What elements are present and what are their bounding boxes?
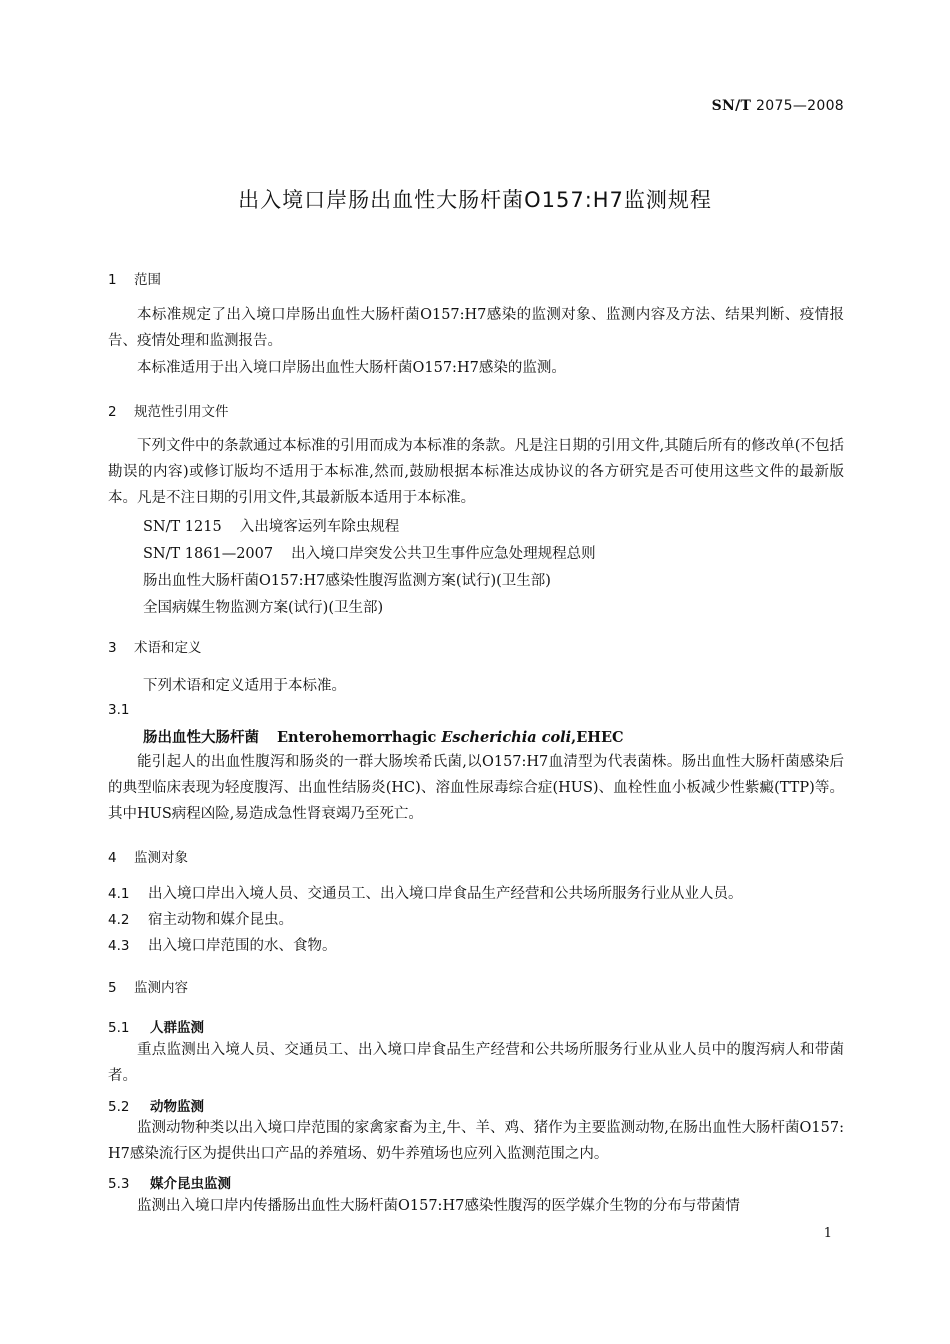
subsection-5-2-heading — [108, 1095, 204, 1115]
section-1-paragraph-2: 本标准适用于出入境口岸肠出血性大肠杆菌O157:H7感染的监测。 — [137, 360, 566, 376]
subsection-5-3-paragraph: 监测出入境口岸内传播肠出血性大肠杆菌O157:H7感染性腹泻的医学媒介生物的分布与带菌情 — [137, 1198, 740, 1214]
reference-item — [143, 596, 383, 617]
section-number: 2 — [108, 404, 117, 420]
reference-name: 入出境客运列车除虫规程 — [239, 519, 400, 535]
item-text: 出入境口岸范围的水、食物。 — [148, 938, 337, 954]
subsection-5-1-paragraph: 重点监测出入境人员、交通员工、出入境口岸食品生产经营和公共场所服务行业从业人员中的腹泻病人和带菌者。 — [108, 1042, 844, 1084]
section-number: 3 — [108, 640, 117, 656]
page-number: 1 — [823, 1226, 832, 1241]
section-title: 监测对象 — [134, 850, 188, 866]
term-definition: 能引起人的出血性腹泻和肠炎的一群大肠埃希氏菌,以O157:H7血清型为代表菌株。肠出血性大肠杆菌感染后的典型临床表现为轻度腹泻、出血性结肠炎(HC)、溶血性尿毒综合症(HUS)、血栓性血小板减少性紫癜(TTP)等。其中HUS病程凶险,易造成急性肾衰竭乃至死亡。 — [108, 754, 844, 822]
list-item — [108, 934, 337, 955]
subsection-title: 人群监测 — [150, 1020, 204, 1036]
section-number: 5 — [108, 980, 117, 996]
term-english-italic: Escherichia coli — [441, 729, 572, 746]
standard-code-number: 2075—2008 — [756, 98, 844, 114]
list-item — [108, 908, 293, 929]
reference-name: 出入境口岸突发公共卫生事件应急处理规程总则 — [291, 546, 596, 562]
section-4-heading — [108, 846, 188, 866]
subsection-title: 动物监测 — [150, 1099, 204, 1115]
section-2-paragraph-1: 下列文件中的条款通过本标准的引用而成为本标准的条款。凡是注日期的引用文件,其随后所有的修改单(不包括勘误的内容)或修订版均不适用于本标准,然而,鼓励根据本标准达成协议的各方研究是否可使用这些文件的最新版本。凡是不注日期的引用文件,其最新版本适用于本标准。 — [108, 438, 844, 506]
item-text: 出入境口岸出入境人员、交通员工、出入境口岸食品生产经营和公共场所服务行业从业人员。 — [148, 886, 743, 902]
term-abbreviation: ,EHEC — [571, 729, 624, 746]
subsection-5-1-heading — [108, 1016, 204, 1036]
section-number: 4 — [108, 850, 117, 866]
reference-code: SN/T 1215 — [143, 519, 222, 535]
item-number: 4.1 — [108, 886, 130, 902]
standard-code — [712, 98, 844, 114]
item-number: 4.3 — [108, 938, 130, 954]
reference-item — [143, 569, 551, 590]
section-title: 规范性引用文件 — [134, 404, 229, 420]
term-english: Enterohemorrhagic — [277, 729, 442, 746]
standard-code-prefix: SN/T — [711, 98, 752, 114]
section-number: 1 — [108, 272, 117, 288]
subsection-3-1-number: 3.1 — [108, 702, 130, 718]
section-2-heading — [108, 400, 229, 420]
section-1-heading — [108, 268, 161, 288]
reference-name: 全国病媒生物监测方案(试行)(卫生部) — [143, 600, 384, 616]
document-title: 出入境口岸肠出血性大肠杆菌O157:H7监测规程 — [238, 188, 712, 212]
reference-code: SN/T 1861—2007 — [143, 546, 274, 562]
subsection-number: 5.3 — [108, 1176, 130, 1192]
section-title: 术语和定义 — [134, 640, 202, 656]
subsection-number: 5.2 — [108, 1099, 130, 1115]
reference-name: 肠出血性大肠杆菌O157:H7感染性腹泻监测方案(试行)(卫生部) — [143, 573, 551, 589]
list-item — [108, 882, 743, 903]
subsection-number: 5.1 — [108, 1020, 130, 1036]
subsection-5-2-paragraph: 监测动物种类以出入境口岸范围的家禽家畜为主,牛、羊、鸡、猪作为主要监测动物,在肠出血性大肠杆菌O157:H7感染流行区为提供出口产品的养殖场、奶牛养殖场也应列入监测范围之内。 — [108, 1120, 844, 1162]
subsection-5-3-heading — [108, 1172, 231, 1192]
item-text: 宿主动物和媒介昆虫。 — [148, 912, 293, 928]
section-3-intro: 下列术语和定义适用于本标准。 — [143, 678, 346, 694]
section-3-heading — [108, 636, 202, 656]
term-chinese: 肠出血性大肠杆菌 — [143, 730, 259, 746]
item-number: 4.2 — [108, 912, 130, 928]
section-5-heading — [108, 976, 188, 996]
reference-item — [143, 515, 399, 536]
section-title: 范围 — [134, 272, 161, 288]
section-1-paragraph-1: 本标准规定了出入境口岸肠出血性大肠杆菌O157:H7感染的监测对象、监测内容及方法、结果判断、疫情报告、疫情处理和监测报告。 — [108, 307, 844, 349]
reference-item — [143, 542, 596, 563]
subsection-title: 媒介昆虫监测 — [150, 1176, 231, 1192]
term-heading — [143, 726, 624, 747]
section-title: 监测内容 — [134, 980, 188, 996]
